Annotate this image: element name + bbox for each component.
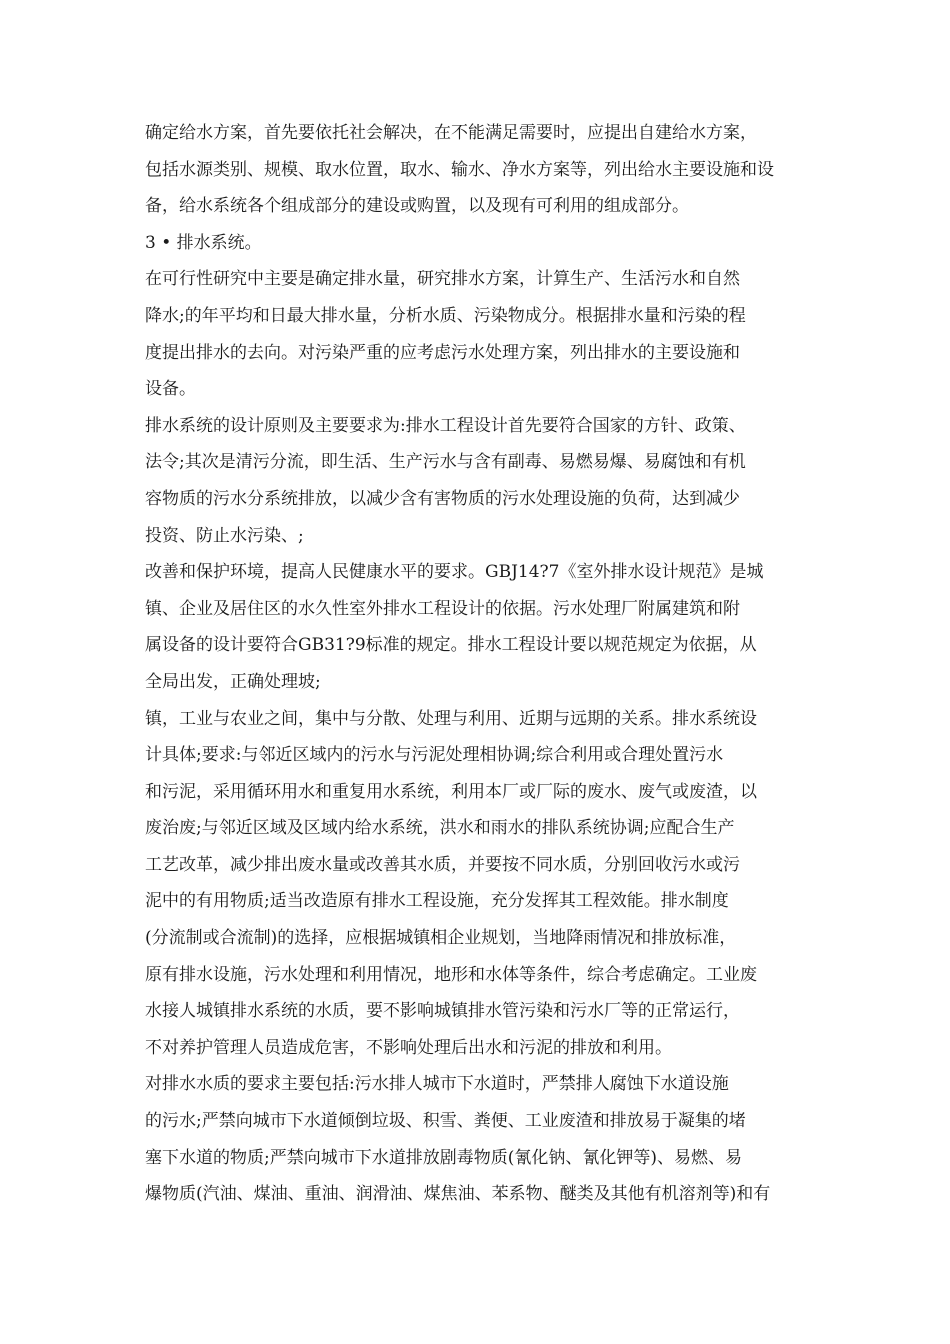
text-line: 镇，工业与农业之间，集中与分散、处理与利用、近期与远期的关系。排水系统设 <box>145 708 757 729</box>
document-body <box>145 115 825 1213</box>
text-line: 度提出排水的去向。对污染严重的应考虑污水处理方案，列出排水的主要设施和 <box>145 342 740 363</box>
text-line: 法令;其次是清污分流，即生活、生产污水与含有副毒、易燃易爆、易腐蚀和有机 <box>145 452 746 473</box>
text-line: 对排水水质的要求主要包括:污水排人城市下水道时，严禁排人腐蚀下水道设施 <box>145 1074 729 1095</box>
text-line: 全局出发，正确处理坡; <box>145 671 321 692</box>
text-line: 镇、企业及居住区的水久性室外排水工程设计的依据。污水处理厂附属建筑和附 <box>145 598 740 619</box>
text-line: 排水系统的设计原则及主要要求为:排水工程设计首先要符合国家的方针、政策、 <box>145 415 746 436</box>
text-line: 不对养护管理人员造成危害，不影响处理后出水和污泥的排放和利用。 <box>145 1037 672 1058</box>
text-line: 工艺改革，减少排出废水量或改善其水质，并要按不同水质，分别回收污水或污 <box>145 854 740 875</box>
text-line: 的污水;严禁向城市下水道倾倒垃圾、积雪、粪便、工业废渣和排放易于凝集的堵 <box>145 1111 746 1132</box>
text-line: 和污泥，采用循环用水和重复用水系统，利用本厂或厂际的废水、废气或废渣，以 <box>145 781 757 802</box>
text-line: 原有排水设施，污水处理和利用情况，地形和水体等条件，综合考虑确定。工业废 <box>145 964 757 985</box>
text-line: 计具体;要求:与邻近区域内的污水与污泥处理相协调;综合利用或合理处置污水 <box>145 745 724 766</box>
text-line: 水接人城镇排水系统的水质，要不影响城镇排水管污染和污水厂等的正常运行， <box>145 1001 740 1022</box>
text-line: (分流制或合流制)的选择，应根据城镇相企业规划，当地降雨情况和排放标准， <box>145 928 737 949</box>
text-line: 改善和保护环境，提高人民健康水平的要求。GBJ14?7《室外排水设计规范》是城 <box>145 562 764 583</box>
text-line: 包括水源类别、规模、取水位置，取水、输水、净水方案等，列出给水主要设施和设 <box>145 159 774 180</box>
text-line: 设备。 <box>145 379 196 400</box>
text-line: 在可行性研究中主要是确定排水量，研究排水方案，计算生产、生活污水和自然 <box>145 269 740 290</box>
text-line: 降水;的年平均和日最大排水量，分析水质、污染物成分。根据排水量和污染的程 <box>145 305 746 326</box>
text-line: 爆物质(汽油、煤油、重油、润滑油、煤焦油、苯系物、醚类及其他有机溶剂等)和有 <box>145 1184 771 1205</box>
text-line: 确定给水方案，首先要依托社会解决，在不能满足需要时，应提出自建给水方案， <box>145 123 757 143</box>
text-line: 泥中的有用物质;适当改造原有排水工程设施，充分发挥其工程效能。排水制度 <box>145 891 729 912</box>
text-line: 3 • 排水系统。 <box>145 232 262 253</box>
text-line: 备，给水系统各个组成部分的建设或购置，以及现有可利用的组成部分。 <box>145 196 689 217</box>
text-line: 塞下水道的物质;严禁向城市下水道排放剧毒物质(氰化钠、氰化钾等)、易燃、易 <box>145 1147 742 1168</box>
text-line: 属设备的设计要符合GB31?9标准的规定。排水工程设计要以规范规定为依据，从 <box>145 635 757 656</box>
text-line: 废治废;与邻近区域及区域内给水系统，洪水和雨水的排队系统协调;应配合生产 <box>145 818 735 839</box>
text-line: 容物质的污水分系统排放，以减少含有害物质的污水处理设施的负荷，达到减少 <box>145 488 740 509</box>
text-line: 投资、防止水污染、; <box>145 525 304 546</box>
